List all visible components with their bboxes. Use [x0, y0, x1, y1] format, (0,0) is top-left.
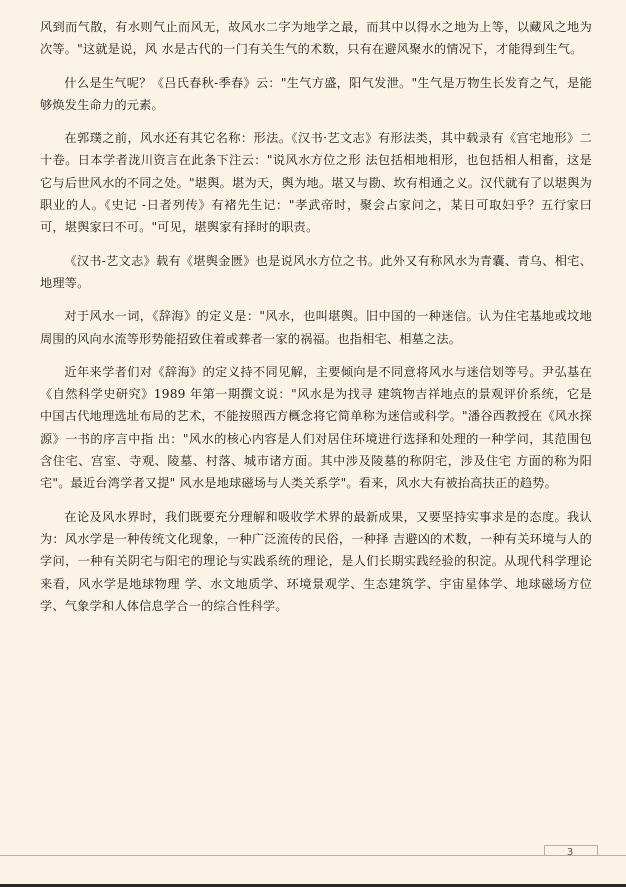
- paragraph: 在论及风水界时，我们既要充分理解和吸收学术界的最新成果，又要坚持实事求是的态度。我认为：风水学是一种传统文化现象，一种广泛流传的民俗，一种择 吉避凶的术数，一种有关环境与人的学问，一种有关阴宅与阳宅的理论与实践系统的理论，是人们长期实践经验的积淀。从现代科学理论来看，风水学是地球物理 学、水文地质学、环境景观学、生态建筑学、宇宙星体学、地球磁场方位学、气象学和人体信息学合一的综合性科学。: [40, 509, 592, 613]
- footer-divider: [0, 855, 626, 856]
- page-number: 3: [566, 847, 574, 858]
- paragraph: 《汉书-艺文志》载有《堪舆金匮》也是说风水方位之书。此外又有称风水为青囊、青乌、相宅、地理等。: [40, 253, 592, 290]
- paragraph: 什么是生气呢？《吕氏春秋-季春》云："生气方盛，阳气发泄。"生气是万物生长发育之气，是能够焕发生命力的元素。: [40, 75, 592, 112]
- paragraph: 在郭璞之前，风水还有其它名称：形法。《汉书·艺文志》有形法类，其中载录有《宫宅地形》二十卷。日本学者泷川资言在此条下注云："说风水方位之形 法包括相地相形，也包括相人相畜，这是它与后世风水的不同之处。"堪舆。堪为天，舆为地。堪又与勘、坎有相通之义。汉代就有了以堪舆为职业的人。《史记 -日者列传》有褚先生记："孝武帝时，聚会占家问之，某日可取妇乎？五行家曰可，堪舆家曰不可。"可见，堪舆家有择时的职责。: [40, 131, 592, 235]
- paragraph: 近年来学者们对《辞海》的定义持不同见解，主要倾向是不同意将风水与迷信划等号。尹弘基在《自然科学史研究》1989 年第一期撰文说："风水是为找寻 建筑物吉祥地点的景观评价系统，它是中国古代地理选址布局的艺术，不能按照西方概念将它简单称为迷信或科学。"潘谷西教授在《风水探源》一书的序言中指 出："风水的核心内容是人们对居住环境进行选择和处理的一种学问，其范围包含住宅、宫室、寺观、陵墓、村落、城市诸方面。其中涉及陵墓的称阴宅，涉及住宅 方面的称为阳宅"。最近台湾学者又提" 风水是地球磁场与人类关系学"。看来，风水大有被抬高扶正的趋势。: [40, 364, 592, 491]
- paragraph: 风到而气散，有水则气止而风无，故风水二字为地学之最，而其中以得水之地为上等，以藏风之地为次等。"这就是说，风 水是古代的一门有关生气的术数，只有在避风聚水的情况下，才能得到生气。: [40, 20, 592, 57]
- body-text: [40, 16, 592, 628]
- paragraph: 对于风水一词，《辞海》的定义是："风水，也叫堪舆。旧中国的一种迷信。认为住宅基地或坟地周围的风向水流等形势能招致住着或葬者一家的祸福。也指相宅、相墓之法。: [40, 309, 592, 346]
